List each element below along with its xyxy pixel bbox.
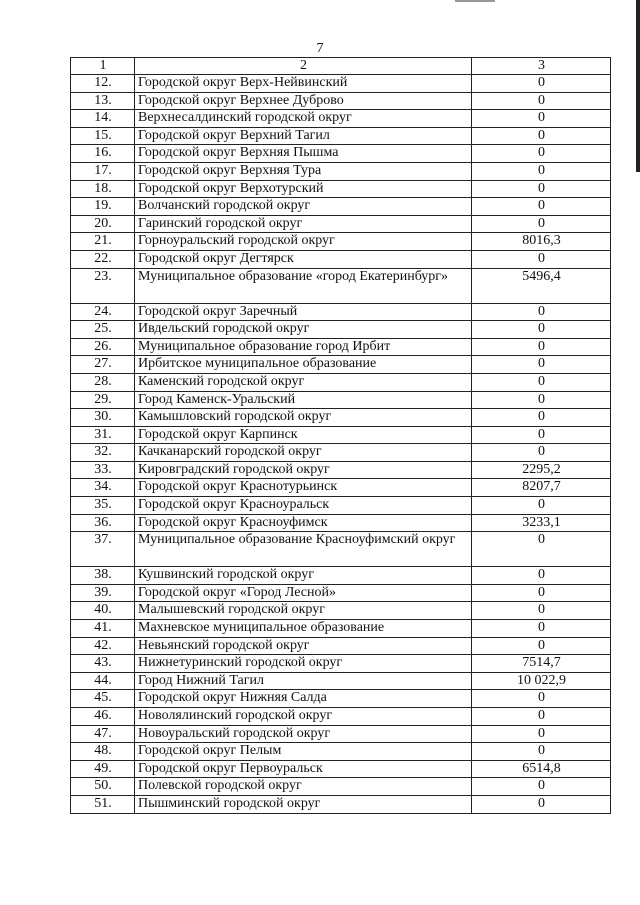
municipality-name-cell: Муниципальное образование Красноуфимский округ	[135, 532, 472, 567]
row-number-cell: 16.	[71, 145, 135, 163]
scan-edge-rule	[455, 0, 495, 2]
amount-cell: 7514,7	[472, 655, 611, 673]
municipality-name-cell: Городской округ Верхотурский	[135, 180, 472, 198]
row-number-cell: 42.	[71, 637, 135, 655]
row-number-cell: 34.	[71, 479, 135, 497]
amount-cell: 0	[472, 532, 611, 567]
amount-cell: 6514,8	[472, 760, 611, 778]
table-row	[71, 75, 611, 93]
municipality-name-cell: Городской округ Верхний Тагил	[135, 127, 472, 145]
municipality-name-cell: Качканарский городской округ	[135, 444, 472, 462]
municipality-name-cell: Полевской городской округ	[135, 778, 472, 796]
municipality-name-cell: Городской округ Верхняя Тура	[135, 162, 472, 180]
table-row	[71, 110, 611, 128]
amount-cell: 8016,3	[472, 233, 611, 251]
row-number-cell: 45.	[71, 690, 135, 708]
municipality-name-cell: Новоуральский городской округ	[135, 725, 472, 743]
municipality-name-cell: Городской округ Верхняя Пышма	[135, 145, 472, 163]
amount-cell: 0	[472, 92, 611, 110]
table-row	[71, 268, 611, 303]
row-number-cell: 23.	[71, 268, 135, 303]
table-row	[71, 655, 611, 673]
amount-cell: 0	[472, 198, 611, 216]
municipality-name-cell: Ивдельский городской округ	[135, 321, 472, 339]
table-row	[71, 690, 611, 708]
row-number-cell: 39.	[71, 584, 135, 602]
table-row	[71, 795, 611, 813]
table-row	[71, 620, 611, 638]
amount-cell: 0	[472, 725, 611, 743]
amount-cell: 0	[472, 215, 611, 233]
allocation-table	[70, 57, 611, 814]
table-row	[71, 725, 611, 743]
municipality-name-cell: Верхнесалдинский городской округ	[135, 110, 472, 128]
municipality-name-cell: Гаринский городской округ	[135, 215, 472, 233]
row-number-cell: 26.	[71, 338, 135, 356]
row-number-cell: 36.	[71, 514, 135, 532]
row-number-cell: 29.	[71, 391, 135, 409]
municipality-name-cell: Ирбитское муниципальное образование	[135, 356, 472, 374]
row-number-cell: 44.	[71, 672, 135, 690]
row-number-cell: 12.	[71, 75, 135, 93]
municipality-name-cell: Городской округ «Город Лесной»	[135, 584, 472, 602]
municipality-name-cell: Городской округ Карпинск	[135, 426, 472, 444]
table-row	[71, 426, 611, 444]
municipality-name-cell: Муниципальное образование «город Екатеринбург»	[135, 268, 472, 303]
amount-cell: 0	[472, 180, 611, 198]
table-row	[71, 778, 611, 796]
row-number-cell: 49.	[71, 760, 135, 778]
row-number-cell: 19.	[71, 198, 135, 216]
table-row	[71, 672, 611, 690]
municipality-name-cell: Городской округ Верх-Нейвинский	[135, 75, 472, 93]
table-row	[71, 391, 611, 409]
row-number-cell: 21.	[71, 233, 135, 251]
municipality-name-cell: Волчанский городской округ	[135, 198, 472, 216]
row-number-cell: 24.	[71, 303, 135, 321]
municipality-name-cell: Город Нижний Тагил	[135, 672, 472, 690]
municipality-name-cell: Камышловский городской округ	[135, 409, 472, 427]
row-number-cell: 37.	[71, 532, 135, 567]
row-number-cell: 38.	[71, 567, 135, 585]
amount-cell: 0	[472, 75, 611, 93]
amount-cell: 0	[472, 303, 611, 321]
scan-edge-mark	[636, 0, 640, 172]
amount-cell: 2295,2	[472, 461, 611, 479]
table-row	[71, 92, 611, 110]
amount-cell: 8207,7	[472, 479, 611, 497]
table-row	[71, 338, 611, 356]
municipality-name-cell: Кировградский городской округ	[135, 461, 472, 479]
header-cell-number: 1	[71, 58, 135, 75]
row-number-cell: 17.	[71, 162, 135, 180]
row-number-cell: 47.	[71, 725, 135, 743]
table-row	[71, 233, 611, 251]
table-row	[71, 303, 611, 321]
amount-cell: 0	[472, 321, 611, 339]
municipality-name-cell: Невьянский городской округ	[135, 637, 472, 655]
table-row	[71, 743, 611, 761]
amount-cell: 0	[472, 356, 611, 374]
table-row	[71, 602, 611, 620]
row-number-cell: 46.	[71, 708, 135, 726]
table-body	[71, 58, 611, 814]
row-number-cell: 25.	[71, 321, 135, 339]
page-number: 7	[316, 41, 324, 56]
amount-cell: 0	[472, 708, 611, 726]
row-number-cell: 50.	[71, 778, 135, 796]
row-number-cell: 35.	[71, 497, 135, 515]
amount-cell: 0	[472, 778, 611, 796]
table-row	[71, 760, 611, 778]
header-cell-name: 2	[135, 58, 472, 75]
municipality-name-cell: Городской округ Нижняя Салда	[135, 690, 472, 708]
municipality-name-cell: Городской округ Красноуфимск	[135, 514, 472, 532]
table-row	[71, 180, 611, 198]
amount-cell: 0	[472, 620, 611, 638]
table-row	[71, 637, 611, 655]
municipality-name-cell: Кушвинский городской округ	[135, 567, 472, 585]
municipality-name-cell: Каменский городской округ	[135, 373, 472, 391]
table-row	[71, 532, 611, 567]
header-cell-value: 3	[472, 58, 611, 75]
municipality-name-cell: Пышминский городской округ	[135, 795, 472, 813]
table-row	[71, 373, 611, 391]
amount-cell: 0	[472, 637, 611, 655]
municipality-name-cell: Городской округ Дегтярск	[135, 250, 472, 268]
municipality-name-cell: Городской округ Заречный	[135, 303, 472, 321]
municipality-name-cell: Горноуральский городской округ	[135, 233, 472, 251]
amount-cell: 0	[472, 567, 611, 585]
amount-cell: 0	[472, 584, 611, 602]
table-row	[71, 444, 611, 462]
table-header-row	[71, 58, 611, 75]
row-number-cell: 15.	[71, 127, 135, 145]
row-number-cell: 28.	[71, 373, 135, 391]
amount-cell: 0	[472, 497, 611, 515]
municipality-name-cell: Городской округ Пелым	[135, 743, 472, 761]
municipality-name-cell: Городской округ Краснотурьинск	[135, 479, 472, 497]
table-row	[71, 250, 611, 268]
table-row	[71, 127, 611, 145]
municipality-name-cell: Махневское муниципальное образование	[135, 620, 472, 638]
municipality-name-cell: Нижнетуринский городской округ	[135, 655, 472, 673]
amount-cell: 0	[472, 444, 611, 462]
table-row	[71, 162, 611, 180]
amount-cell: 0	[472, 373, 611, 391]
table-row	[71, 461, 611, 479]
municipality-name-cell: Малышевский городской округ	[135, 602, 472, 620]
table-row	[71, 708, 611, 726]
table-row	[71, 479, 611, 497]
amount-cell: 5496,4	[472, 268, 611, 303]
amount-cell: 0	[472, 795, 611, 813]
table-row	[71, 215, 611, 233]
amount-cell: 0	[472, 690, 611, 708]
amount-cell: 3233,1	[472, 514, 611, 532]
row-number-cell: 32.	[71, 444, 135, 462]
amount-cell: 0	[472, 409, 611, 427]
row-number-cell: 20.	[71, 215, 135, 233]
table-row	[71, 514, 611, 532]
amount-cell: 0	[472, 110, 611, 128]
row-number-cell: 33.	[71, 461, 135, 479]
table-row	[71, 356, 611, 374]
table-row	[71, 198, 611, 216]
amount-cell: 0	[472, 743, 611, 761]
table-row	[71, 145, 611, 163]
row-number-cell: 22.	[71, 250, 135, 268]
table-row	[71, 497, 611, 515]
amount-cell: 0	[472, 127, 611, 145]
amount-cell: 0	[472, 426, 611, 444]
row-number-cell: 40.	[71, 602, 135, 620]
amount-cell: 0	[472, 391, 611, 409]
amount-cell: 10 022,9	[472, 672, 611, 690]
row-number-cell: 14.	[71, 110, 135, 128]
row-number-cell: 27.	[71, 356, 135, 374]
row-number-cell: 18.	[71, 180, 135, 198]
municipality-name-cell: Новолялинский городской округ	[135, 708, 472, 726]
row-number-cell: 48.	[71, 743, 135, 761]
municipality-name-cell: Город Каменск-Уральский	[135, 391, 472, 409]
table-row	[71, 409, 611, 427]
amount-cell: 0	[472, 250, 611, 268]
municipality-name-cell: Городской округ Красноуральск	[135, 497, 472, 515]
table-row	[71, 567, 611, 585]
amount-cell: 0	[472, 145, 611, 163]
amount-cell: 0	[472, 162, 611, 180]
municipality-name-cell: Муниципальное образование город Ирбит	[135, 338, 472, 356]
row-number-cell: 30.	[71, 409, 135, 427]
row-number-cell: 51.	[71, 795, 135, 813]
row-number-cell: 13.	[71, 92, 135, 110]
row-number-cell: 41.	[71, 620, 135, 638]
municipality-name-cell: Городской округ Верхнее Дуброво	[135, 92, 472, 110]
row-number-cell: 31.	[71, 426, 135, 444]
table-row	[71, 584, 611, 602]
amount-cell: 0	[472, 602, 611, 620]
amount-cell: 0	[472, 338, 611, 356]
row-number-cell: 43.	[71, 655, 135, 673]
municipality-name-cell: Городской округ Первоуральск	[135, 760, 472, 778]
table-row	[71, 321, 611, 339]
